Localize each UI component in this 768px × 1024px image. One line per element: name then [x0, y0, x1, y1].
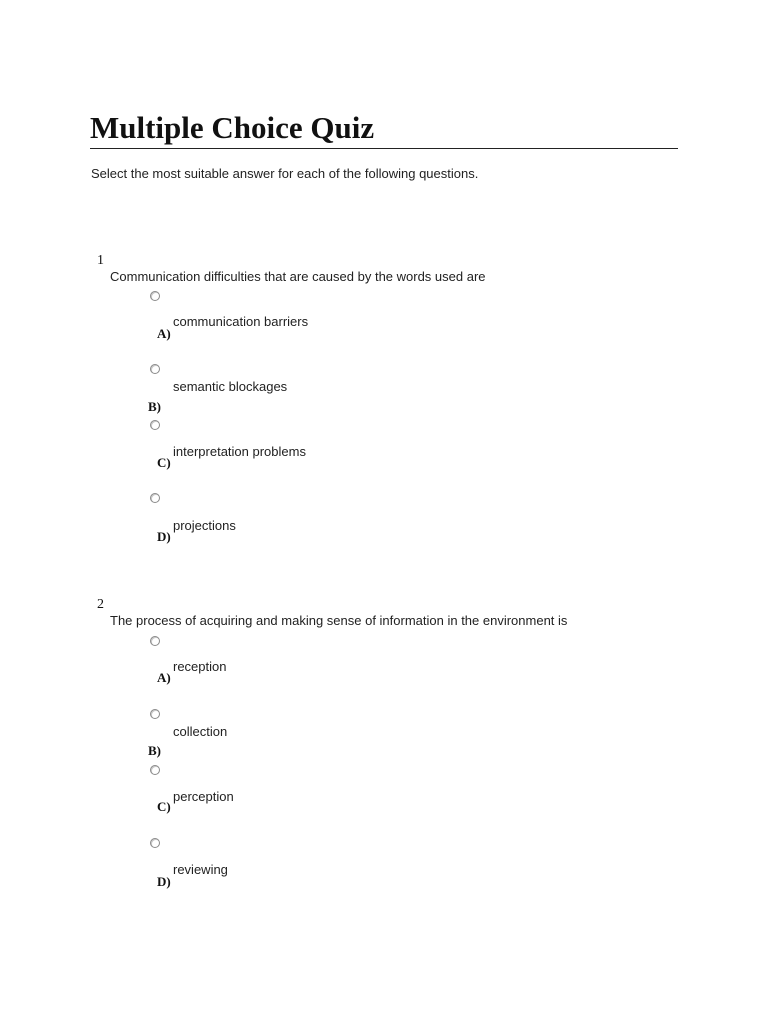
radio-button[interactable] [150, 291, 160, 301]
radio-button[interactable] [150, 838, 160, 848]
answer-letter: D) [157, 874, 171, 889]
answer-text[interactable]: projections [173, 518, 236, 533]
answer-text[interactable]: communication barriers [173, 314, 309, 329]
answer-text[interactable]: reviewing [173, 862, 228, 877]
quiz-title: Multiple Choice Quiz [90, 108, 678, 149]
answer-text[interactable]: perception [173, 789, 234, 804]
answer-text[interactable]: semantic blockages [173, 379, 288, 394]
quiz-instructions: Select the most suitable answer for each of the following questions. [91, 166, 479, 181]
question-number: 2 [97, 597, 104, 612]
radio-button[interactable] [150, 636, 160, 646]
answer-letter: C) [157, 799, 171, 814]
question-text: The process of acquiring and making sense of information in the environment is [110, 613, 568, 628]
answer-text[interactable]: interpretation problems [173, 444, 306, 459]
answer-letter: A) [157, 326, 171, 341]
answer-letter: A) [157, 670, 171, 685]
answer-text[interactable]: collection [173, 724, 228, 739]
radio-button[interactable] [150, 364, 160, 374]
answer-text[interactable]: reception [173, 659, 227, 674]
radio-button[interactable] [150, 420, 160, 430]
radio-button[interactable] [150, 765, 160, 775]
answer-letter: D) [157, 529, 171, 544]
question-number: 1 [97, 253, 104, 268]
radio-button[interactable] [150, 709, 160, 719]
answer-letter: B) [148, 399, 161, 414]
answer-letter: B) [148, 743, 161, 758]
radio-button[interactable] [150, 493, 160, 503]
question-text: Communication difficulties that are caused by the words used are [110, 269, 486, 284]
answer-letter: C) [157, 455, 171, 470]
